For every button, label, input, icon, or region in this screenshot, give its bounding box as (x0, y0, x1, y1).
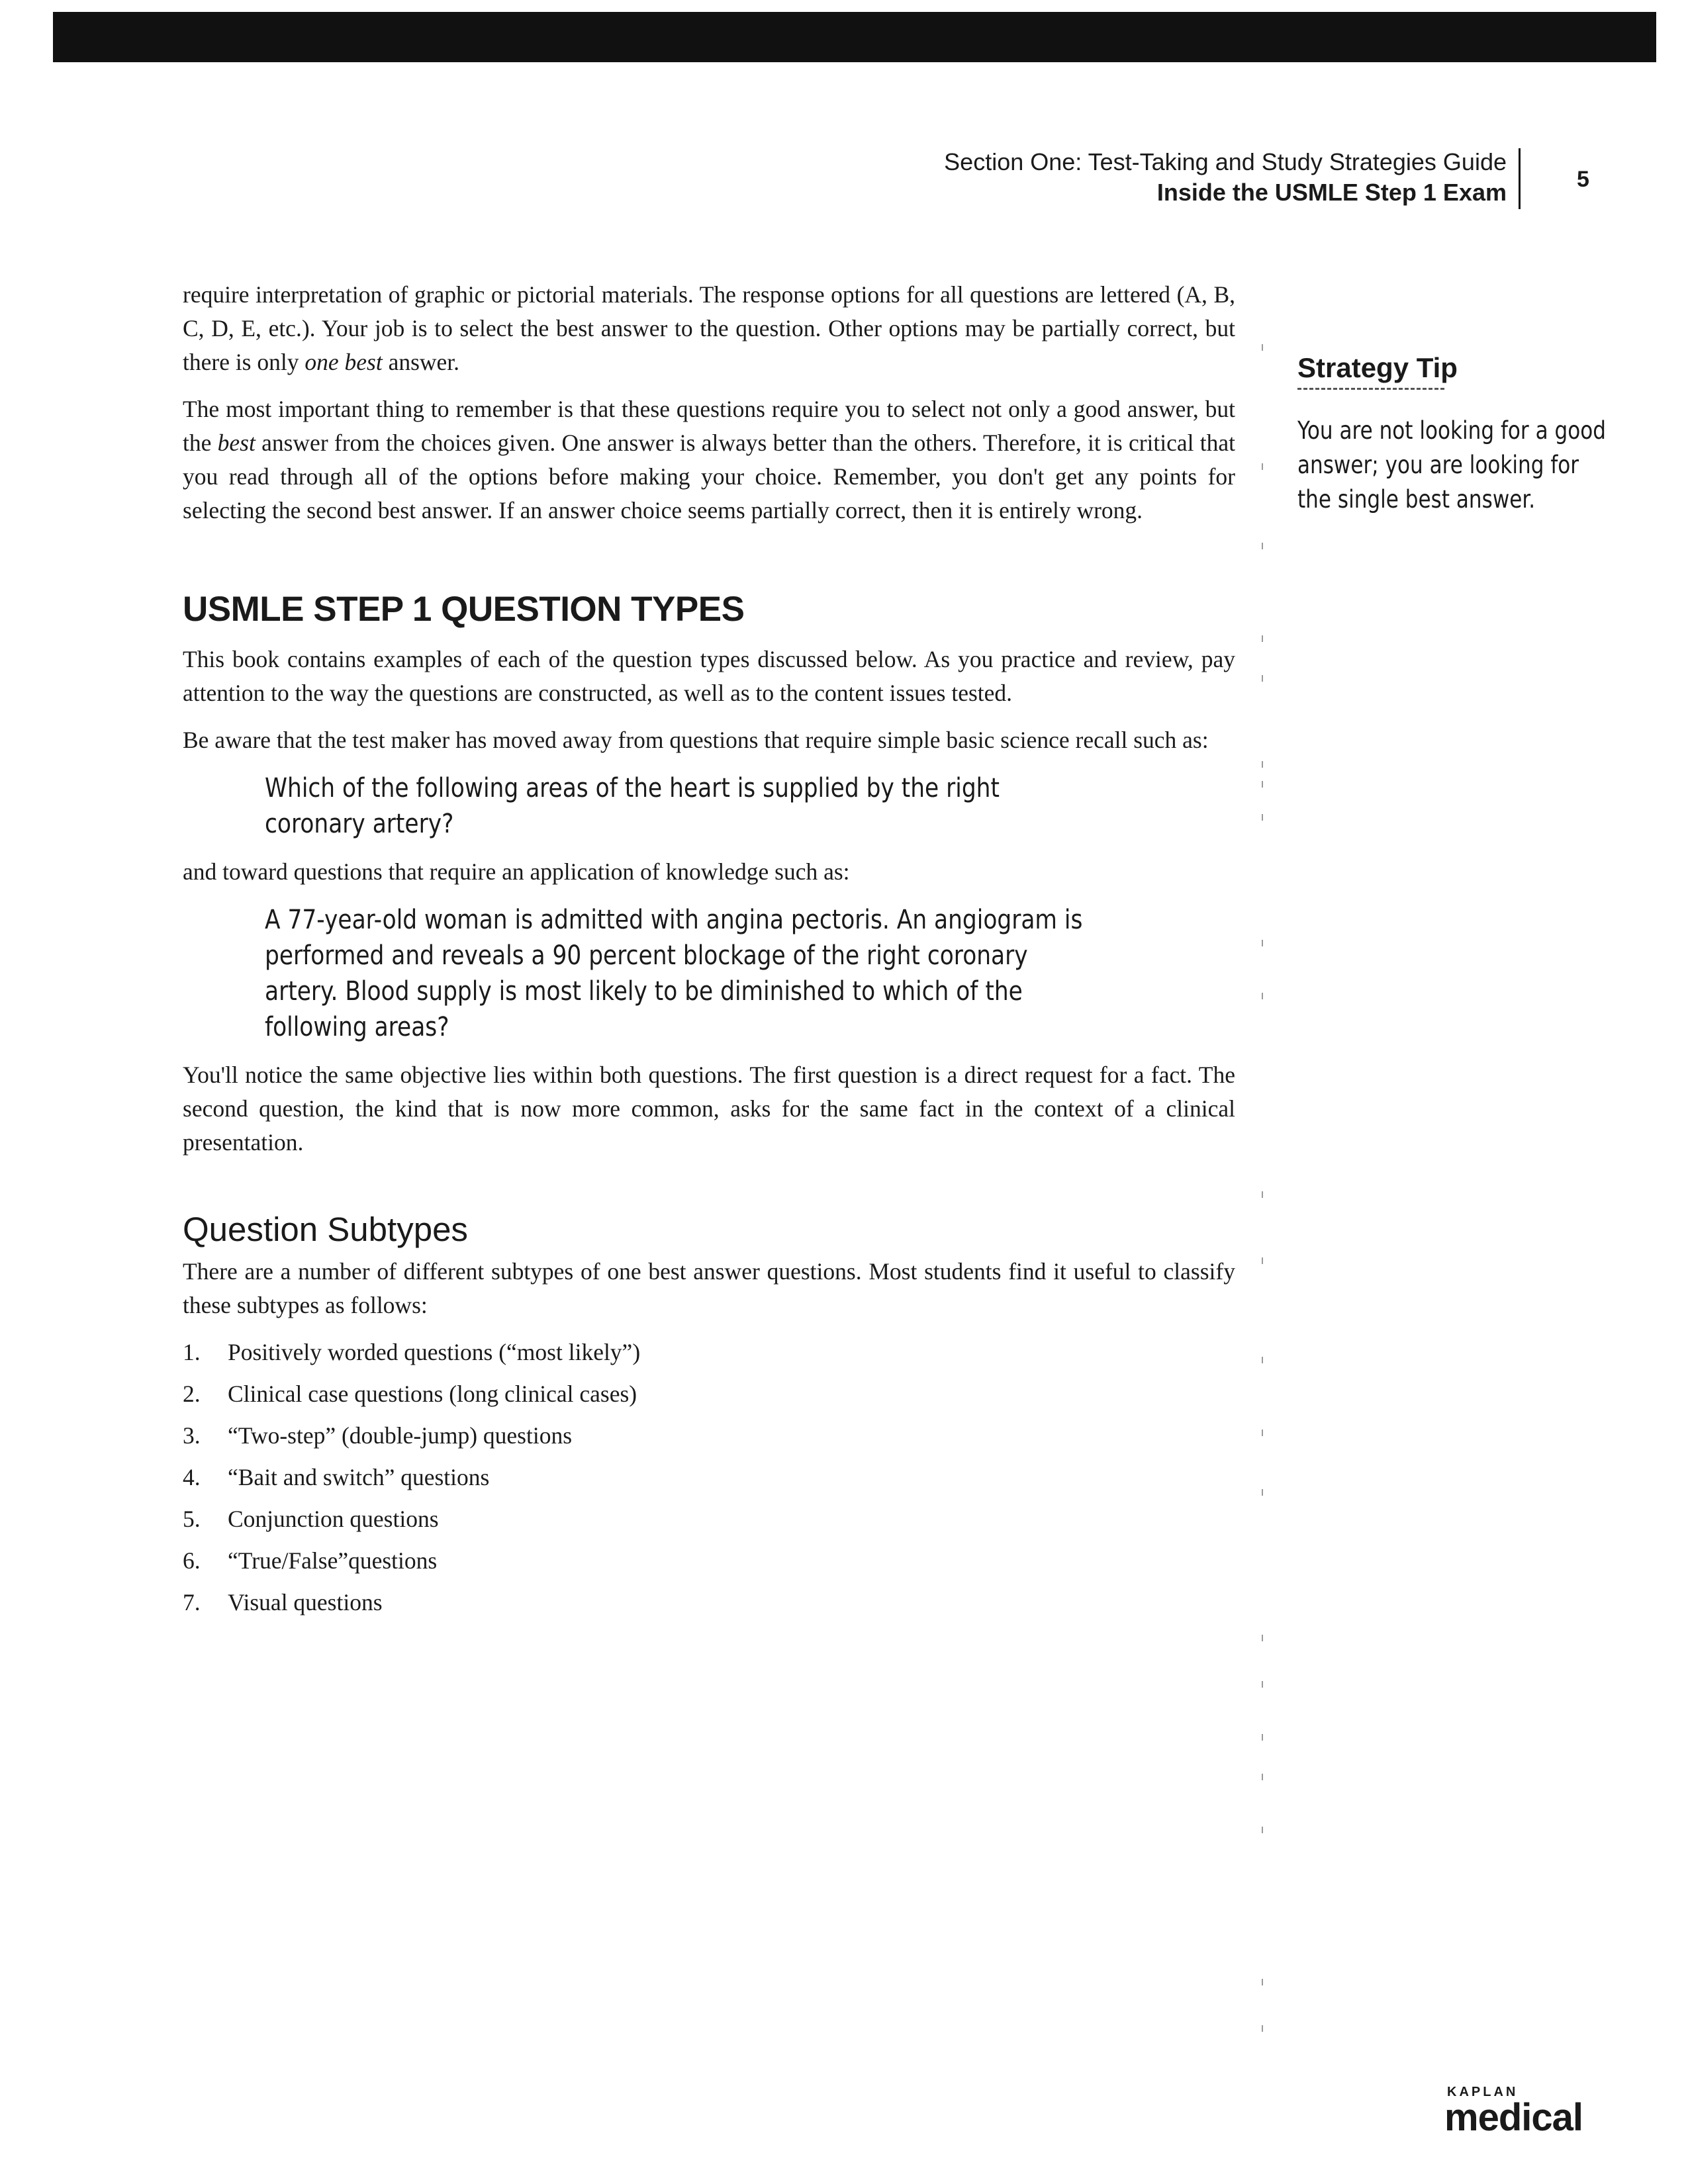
list-item: 3. “Two-step” (double-jump) questions (183, 1422, 573, 1449)
paragraph-intro: require interpretation of graphic or pictorial materials. The response options for all questions are lettered (A, B, C, D, E, etc.). Your job is to select the best answer to the question. Other options may be partially correct, but there is only one best answer. (183, 281, 1235, 375)
strategy-tip-underline (1297, 388, 1444, 390)
emphasis-one-best: one best (305, 349, 383, 375)
strategy-tip-sidebar (1297, 351, 1615, 517)
emphasis-best: best (217, 430, 256, 456)
section-title: Section One: Test-Taking and Study Strategies Guide (944, 148, 1507, 175)
chapter-title: Inside the USMLE Step 1 Exam (1156, 179, 1507, 206)
list-item: 2. Clinical case questions (long clinical cases) (183, 1381, 637, 1407)
strategy-tip-title: Strategy Tip (1297, 352, 1458, 383)
example-recall-question: Which of the following areas of the heart is supplied by the right coronary artery? (265, 773, 1000, 839)
strategy-tip-text: You are not looking for a good answer; you are looking for the single best answer. (1297, 416, 1607, 514)
main-column (183, 278, 1235, 1627)
list-item: 7. Visual questions (183, 1589, 383, 1615)
header-divider (1519, 148, 1521, 209)
paragraph-best-answer: The most important thing to remember is that these questions require you to select not only a good answer, but the best answer from the choices given. One answer is always better than the others. Therefore, it is critical that you read through all of the options before making your choice. Remember, you don't get any points for selecting the second best answer. If an answer choice seems partially correct, then it is entirely wrong. (183, 396, 1235, 523)
running-head (944, 147, 1507, 208)
paragraph-recall: Be aware that the test maker has moved away from questions that require simple basic science recall such as: (183, 727, 1209, 753)
example-clinical-question: A 77-year-old woman is admitted with angina pectoris. An angiogram is performed and reveals a 90 percent blockage of the right coronary artery. Blood supply is most likely to be diminished to which of the following areas? (265, 905, 1083, 1042)
paragraph-application: and toward questions that require an application of knowledge such as: (183, 858, 850, 885)
kaplan-medical-logo (1444, 2085, 1590, 2139)
logo-medical-text: medical (1444, 2096, 1583, 2139)
paragraph-question-types: This book contains examples of each of the question types discussed below. As you practice and review, pay attention to the way the questions are constructed, as well as to the content issues tested. (183, 646, 1235, 706)
page-number: 5 (1577, 167, 1589, 192)
heading-question-types: USMLE STEP 1 QUESTION TYPES (183, 590, 745, 629)
list-item: 6. “True/False”questions (183, 1547, 438, 1574)
logo-kaplan-text: KAPLAN (1447, 2085, 1519, 2099)
heading-question-subtypes: Question Subtypes (183, 1210, 468, 1248)
paragraph-objective: You'll notice the same objective lies within both questions. The first question is a direct request for a fact. The second question, the kind that is now more common, asks for the same fact in the context of a clinical presentation. (183, 1062, 1235, 1156)
subtype-list (183, 1336, 1235, 1627)
top-black-bar (53, 12, 1656, 62)
list-item: 5. Conjunction questions (183, 1506, 439, 1532)
list-item: 4. “Bait and switch” questions (183, 1464, 490, 1490)
list-item: 1. Positively worded questions (“most likely”) (183, 1339, 641, 1365)
paragraph-subtypes: There are a number of different subtypes of one best answer questions. Most students find it useful to classify these subtypes as follows: (183, 1258, 1235, 1318)
